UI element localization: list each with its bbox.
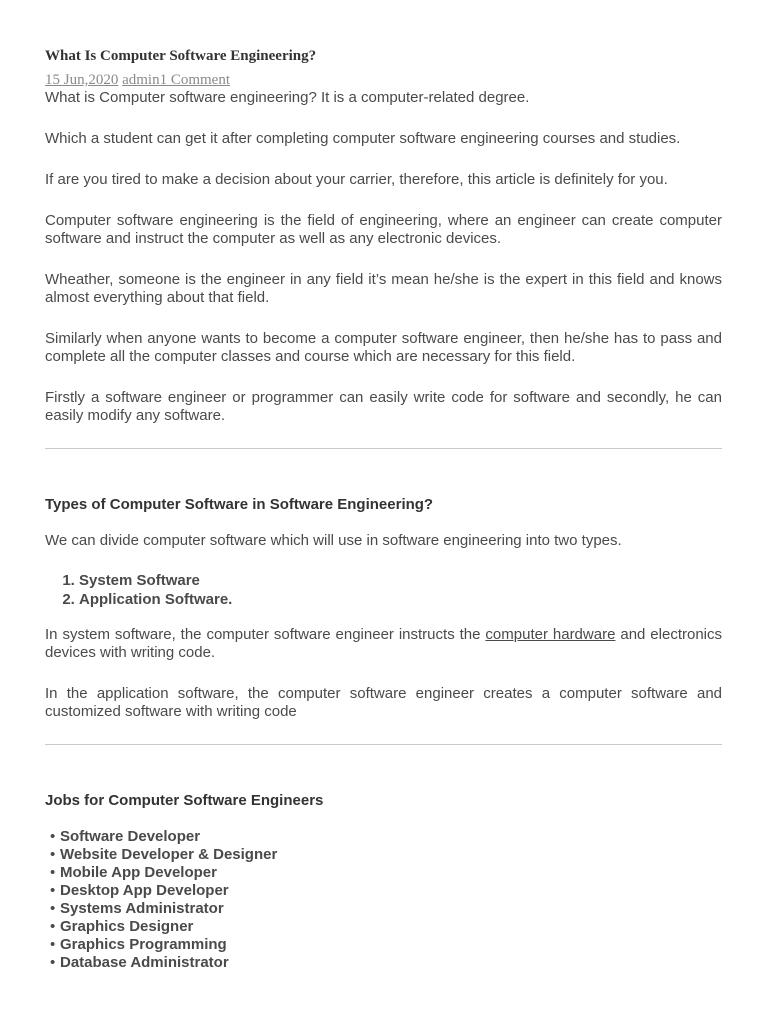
bullet-icon: • <box>50 846 56 863</box>
job-label: Graphics Programming <box>60 936 227 953</box>
types-intro: We can divide computer software which will use in software engineering into two types. <box>45 532 622 549</box>
post-meta <box>45 71 722 89</box>
job-label: Website Developer & Designer <box>60 846 278 863</box>
intro-paragraph: If are you tired to make a decision about your carrier, therefore, this article is definitely for you. <box>45 171 668 188</box>
bullet-icon: • <box>50 918 56 935</box>
post-date-link[interactable]: 15 Jun,2020 <box>45 72 119 88</box>
system-para-text-before: In system software, the computer software engineer instructs the <box>45 626 486 643</box>
bullet-icon: • <box>50 900 56 917</box>
intro-paragraph: What is Computer software engineering? It is a computer-related degree. <box>45 89 530 106</box>
list-item <box>50 846 722 864</box>
job-label: Software Developer <box>60 828 201 845</box>
section-divider <box>45 448 722 449</box>
job-label: Mobile App Developer <box>60 864 217 881</box>
article <box>45 46 722 972</box>
bullet-icon: • <box>50 882 56 899</box>
list-item <box>50 918 722 936</box>
list-item <box>50 936 722 954</box>
list-item <box>50 882 722 900</box>
post-title: What Is Computer Software Engineering? <box>45 48 317 64</box>
intro-paragraph: Which a student can get it after completing computer software engineering courses and studies. <box>45 130 681 147</box>
intro-paragraph: Computer software engineering is the field of engineering, where an engineer can create computer software and instruct the computer as well as any electronic devices. <box>45 212 722 247</box>
list-item <box>50 954 722 972</box>
system-software-paragraph <box>45 626 722 662</box>
list-item: 1. System Software <box>79 571 722 590</box>
software-types-list <box>45 571 722 609</box>
computer-hardware-link[interactable]: computer hardware <box>485 626 616 643</box>
jobs-heading: Jobs for Computer Software Engineers <box>45 792 324 809</box>
post-author-comments-link[interactable]: admin1 Comment <box>122 72 231 88</box>
list-item: 2. Application Software. <box>79 590 722 609</box>
bullet-icon: • <box>50 828 56 845</box>
bullet-icon: • <box>50 864 56 881</box>
list-item <box>50 900 722 918</box>
job-label: Database Administrator <box>60 954 229 971</box>
list-item <box>50 828 722 846</box>
job-label: Desktop App Developer <box>60 882 229 899</box>
job-label: Systems Administrator <box>60 900 224 917</box>
intro-paragraph: Similarly when anyone wants to become a computer software engineer, then he/she has to pass and complete all the computer classes and course which are necessary for this field. <box>45 330 722 365</box>
types-heading: Types of Computer Software in Software Engineering? <box>45 496 434 513</box>
bullet-icon: • <box>50 936 56 953</box>
jobs-list <box>45 828 722 972</box>
system-para-text-after: and electronics devices with writing code. <box>45 626 723 661</box>
bullet-icon: • <box>50 954 56 971</box>
intro-paragraph: Wheather, someone is the engineer in any field it’s mean he/she is the expert in this field and knows almost everything about that field. <box>45 271 722 306</box>
application-software-paragraph: In the application software, the computer software engineer creates a computer software and customized software with writing code <box>45 685 722 720</box>
intro-paragraph: Firstly a software engineer or programmer can easily write code for software and secondly, he can easily modify any software. <box>45 389 722 424</box>
section-divider <box>45 744 722 745</box>
list-item <box>50 864 722 882</box>
job-label: Graphics Designer <box>60 918 194 935</box>
